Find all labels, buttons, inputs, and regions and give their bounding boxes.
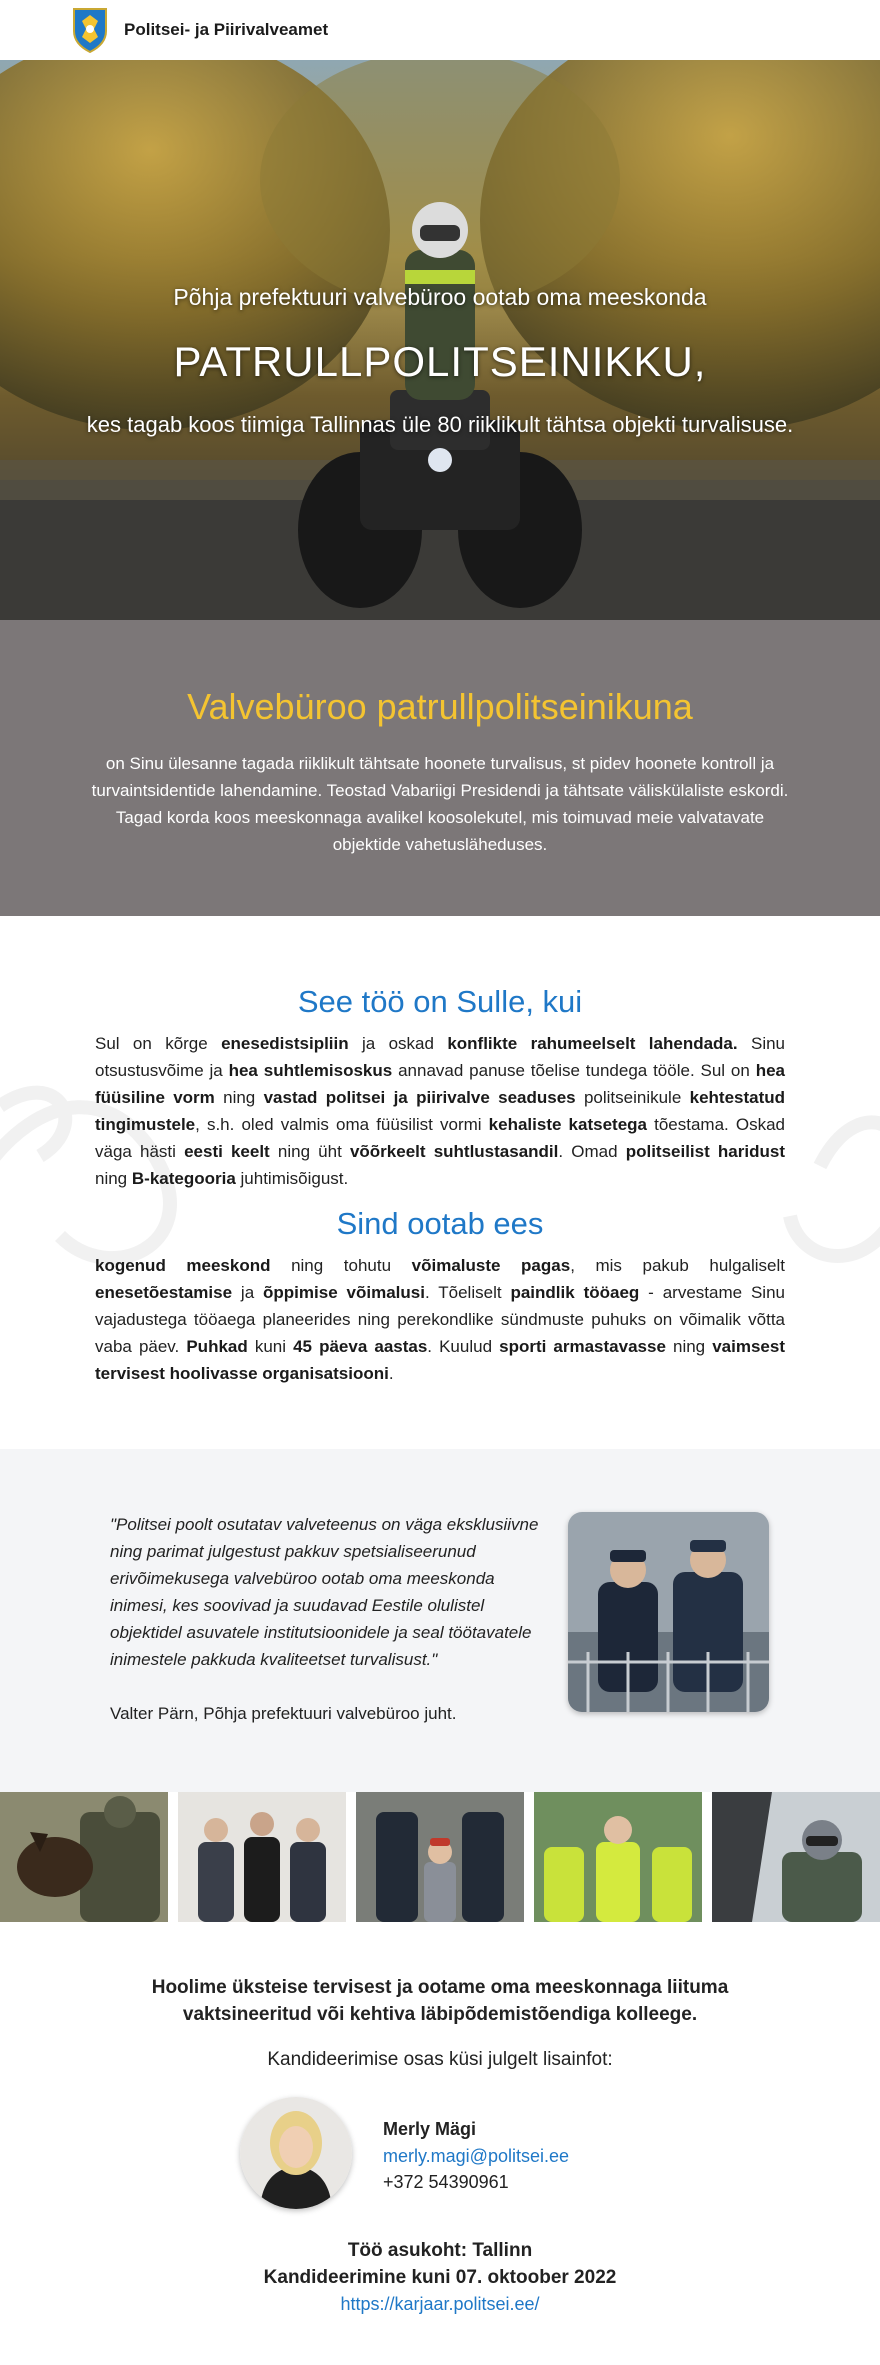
hero-banner [0, 60, 880, 620]
intro-text: on Sinu ülesanne tagada riiklikult tähtsate hoonete turvalisus, st pidev hoonete kontroll ja turvaintsidentide lahendamine. Teostad Vabariigi Presidendi ja tähtsate väliskülaliste eskordi. Tagad korda koos meeskonnaga avalikel koosolekutel, mis toimuvad meie valvatavate objektide vahetusläheduses. [91, 754, 789, 854]
avatar [240, 2097, 352, 2209]
quote-section [0, 1449, 880, 1792]
quote-text: "Politsei poolt osutatav valveteenus on väga eksklusiivne ning parimat julgestust pakkuv spetsialiseerunud erivõimekusega valvebüroo ootab oma meeskonda inimesi, kes soovivad ja suudavad Eestile olulistel objektidel asuvatele institutsioonidele ja seal töötavatele inimestele pakkuda kvaliteetset turvalisust." [110, 1515, 539, 1669]
contact-phone: +372 54390961 [383, 2172, 509, 2192]
offer-heading: Sind ootab ees [336, 1206, 544, 1241]
hero-subtitle: Põhja prefektuuri valvebüroo ootab oma meeskonda [173, 284, 707, 310]
photo-police-dog [0, 1792, 168, 1922]
quote-photo [568, 1512, 769, 1712]
photo-team [178, 1792, 346, 1922]
hero-description: kes tagab koos tiimiga Tallinnas üle 80 riiklikult tähtsa objekti turvalisuse. [86, 412, 794, 437]
job-location: Töö asukoht: Tallinn [347, 2240, 533, 2261]
photo-officers-with-child [356, 1792, 524, 1922]
hero-title: PATRULLPOLITSEINIKKU, [173, 338, 707, 385]
contact-section [0, 1922, 880, 2340]
page-header [0, 0, 880, 60]
job-details-section [0, 916, 880, 1449]
offer-text: kogenud meeskond ning tohutu võimaluste pagas, mis pakub hulgaliselt enesetõestamise ja õppimise võimalusi. Tõeliselt paindlik tööaeg - arvestame Sinu vajadustega tööaega planeerides ning perekondlike sündmuste puhuks on võimalik võtta vaba päev. Puhkad kuni 45 päeva aastas. Kuulud sporti armastavasse ning vaimsest tervisest hoolivasse organisatsiooni. [95, 1256, 786, 1383]
brand-name[interactable]: Politsei- ja Piirivalveamet [124, 20, 329, 39]
contact-email-link[interactable]: merly.magi@politsei.ee [383, 2146, 570, 2166]
career-site-link[interactable]: https://karjaar.politsei.ee/ [340, 2294, 540, 2314]
contact-name: Merly Mägi [383, 2119, 477, 2139]
photo-patrol-officers [534, 1792, 702, 1922]
application-deadline: Kandideerimine kuni 07. oktoober 2022 [263, 2267, 617, 2288]
photo-helicopter-pilot [712, 1792, 880, 1922]
police-shield-icon[interactable] [72, 7, 108, 53]
intro-heading: Valvebüroo patrullpolitseinikuna [187, 686, 693, 727]
contact-prompt: Kandideerimise osas küsi julgelt lisainfot: [267, 2049, 613, 2070]
photo-strip [0, 1792, 880, 1922]
health-notice: Hoolime üksteise tervisest ja ootame oma meeskonnaga liituma vaktsineeritud või kehtiva läbipõdemistõendiga kolleege. [151, 1977, 729, 2025]
requirements-heading: See töö on Sulle, kui [297, 984, 583, 1019]
requirements-text: Sul on kõrge enesedistsipliin ja oskad konflikte rahumeelselt lahendada. Sinu otsustusvõime ja hea suhtlemisoskus annavad panuse tõelise tundega tööle. Sul on hea füüsiline vorm ning vastad politsei ja piirivalve seaduses politseinikule kehtestatud tingimustele, s.h. oled valmis oma füüsilist vormi kehaliste katsetega tõestama. Oskad väga hästi eesti keelt ning üht võõrkeelt suhtlustasandil. Omad politseilist haridust ning B-kategooria juhtimisõigust. [95, 1034, 786, 1188]
quote-author: Valter Pärn, Põhja prefektuuri valvebüroo juht. [110, 1704, 457, 1723]
intro-section [0, 620, 880, 916]
